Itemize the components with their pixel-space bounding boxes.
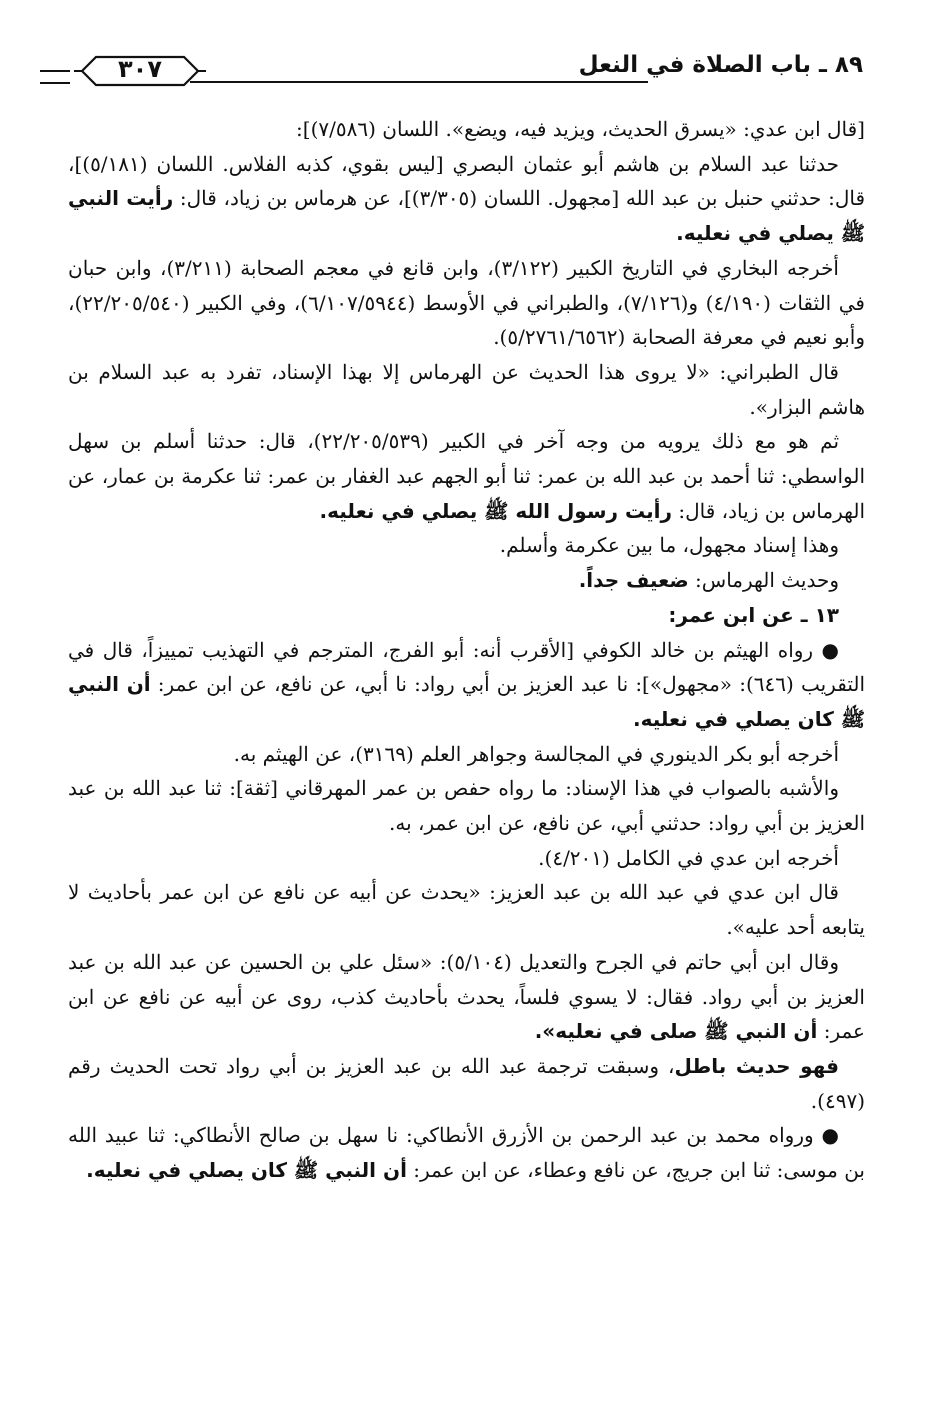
paragraph: [68, 251, 865, 355]
text: وحديث الهرماس:: [688, 568, 839, 593]
paragraph: [68, 424, 865, 528]
paragraph: [68, 945, 865, 1049]
bold-text: أن النبي ﷺ كان يصلي في نعليه.: [68, 672, 865, 731]
bold-text: أن النبي ﷺ كان يصلي في نعليه.: [86, 1158, 407, 1183]
header-left-rule: [40, 70, 70, 84]
paragraph: [68, 1049, 865, 1118]
text: قال الطبراني: «لا يروى هذا الحديث عن الهرماس إلا بهذا الإسناد، تفرد به عبد السلام بن هاشم البزار».: [68, 359, 865, 419]
text: وهذا إسناد مجهول، ما بين عكرمة وأسلم.: [499, 533, 839, 558]
page-header: [40, 48, 863, 94]
page-number: ٣٠٧: [118, 55, 162, 83]
paragraph: [68, 633, 865, 737]
paragraph: [68, 112, 865, 147]
text: قال ابن عدي في عبد الله بن عبد العزيز: «يحدث عن أبيه عن نافع عن ابن عمر بأحاديث لا يتابعه أحد عليه».: [68, 880, 865, 940]
paragraph: [68, 737, 865, 772]
text: ، وسبقت ترجمة عبد الله بن عبد العزيز بن أبي رواد تحت الحديث رقم (٤٩٧).: [68, 1053, 865, 1113]
paragraph: [68, 841, 865, 876]
text: ثم هو مع ذلك يرويه من وجه آخر في الكبير (٢٢/٢٠٥/٥٣٩)، قال: حدثنا أسلم بن سهل الواسطي: ثنا أحمد بن عبد الله بن عمر: ثنا أبو الجهم عبد الغفار بن عمر: ثنا عكرمة بن عمار، عن الهرماس بن زياد، قال:: [68, 429, 865, 523]
text: ● ورواه محمد بن عبد الرحمن بن الأزرق الأنطاكي: نا سهل بن صالح الأنطاكي: ثنا عبيد الله بن موسى: ثنا ابن جريج، عن نافع وعطاء، عن ابن عمر:: [68, 1123, 865, 1183]
text: وقال ابن أبي حاتم في الجرح والتعديل (٥/١٠٤): «سئل علي بن الحسين عن عبد الله بن عبد العزيز بن أبي رواد. فقال: لا يسوي فلساً، يحدث بأحاديث كذب، روى عن أبيه عن نافع عن ابن عمر:: [68, 949, 865, 1044]
paragraph: [68, 1118, 865, 1187]
bold-text: رأيت النبي ﷺ يصلي في نعليه.: [68, 186, 865, 246]
paragraph: [68, 528, 865, 563]
paragraph: [68, 563, 865, 598]
page-body-text: [68, 112, 865, 1188]
bold-text: ضعيف جداً.: [578, 568, 689, 593]
bold-text: رأيت رسول الله ﷺ يصلي في نعليه.: [319, 498, 673, 523]
paragraph: [68, 147, 865, 251]
text: والأشبه بالصواب في هذا الإسناد: ما رواه حفص بن عمر المهرقاني [ثقة]: ثنا عبد الله بن عبد العزيز بن أبي رواد: حدثني أبي، عن نافع، عن ابن عمر، به.: [68, 776, 865, 836]
bold-text: فهو حديث باطل: [674, 1053, 840, 1078]
chapter-title: ٨٩ ـ باب الصلاة في النعل: [578, 52, 863, 78]
text: ● رواه الهيثم بن خالد الكوفي [الأقرب أنه: أبو الفرج، المترجم في التهذيب تمييزاً، قال في التقريب (٦٤٦): «مجهول»]: نا عبد العزيز بن أبي رواد: نا أبي، عن نافع، عن ابن عمر:: [68, 637, 865, 697]
page-number-ornament: [70, 52, 210, 90]
text: [قال ابن عدي: «يسرق الحديث، ويزيد فيه، ويضع». اللسان (٧/٥٨٦)]:: [296, 117, 865, 141]
text: أخرجه ابن عدي في الكامل (٤/٢٠١).: [538, 845, 839, 870]
bold-text: أن النبي ﷺ صلى في نعليه».: [534, 1019, 818, 1044]
text: حدثنا عبد السلام بن هاشم أبو عثمان البصري [ليس بقوي، كذبه الفلاس. اللسان (٥/١٨١)]، قال: حدثني حنبل بن عبد الله [مجهول. اللسان (٣/٣٠٥)]، عن هرماس بن زياد، قال:: [68, 151, 865, 211]
section-heading: [68, 598, 865, 633]
paragraph: [68, 771, 865, 840]
text: أخرجه البخاري في التاريخ الكبير (٣/١٢٢)، وابن قانع في معجم الصحابة (٣/٢١١)، وابن حبان في الثقات (٤/١٩٠) و(٧/١٢٦)، والطبراني في الأوسط (٦/١٠٧/٥٩٤٤)، وفي الكبير (٢٢/٢٠٥/٥٤٠)، وأبو نعيم في معرفة الصحابة (٥/٢٧٦١/٦٥٦٢).: [68, 255, 865, 350]
paragraph: [68, 875, 865, 944]
text: أخرجه أبو بكر الدينوري في المجالسة وجواهر العلم (٣١٦٩)، عن الهيثم به.: [233, 741, 839, 766]
paragraph: [68, 355, 865, 424]
header-rule: [190, 81, 648, 83]
bold-text: ١٣ ـ عن ابن عمر:: [668, 602, 839, 627]
